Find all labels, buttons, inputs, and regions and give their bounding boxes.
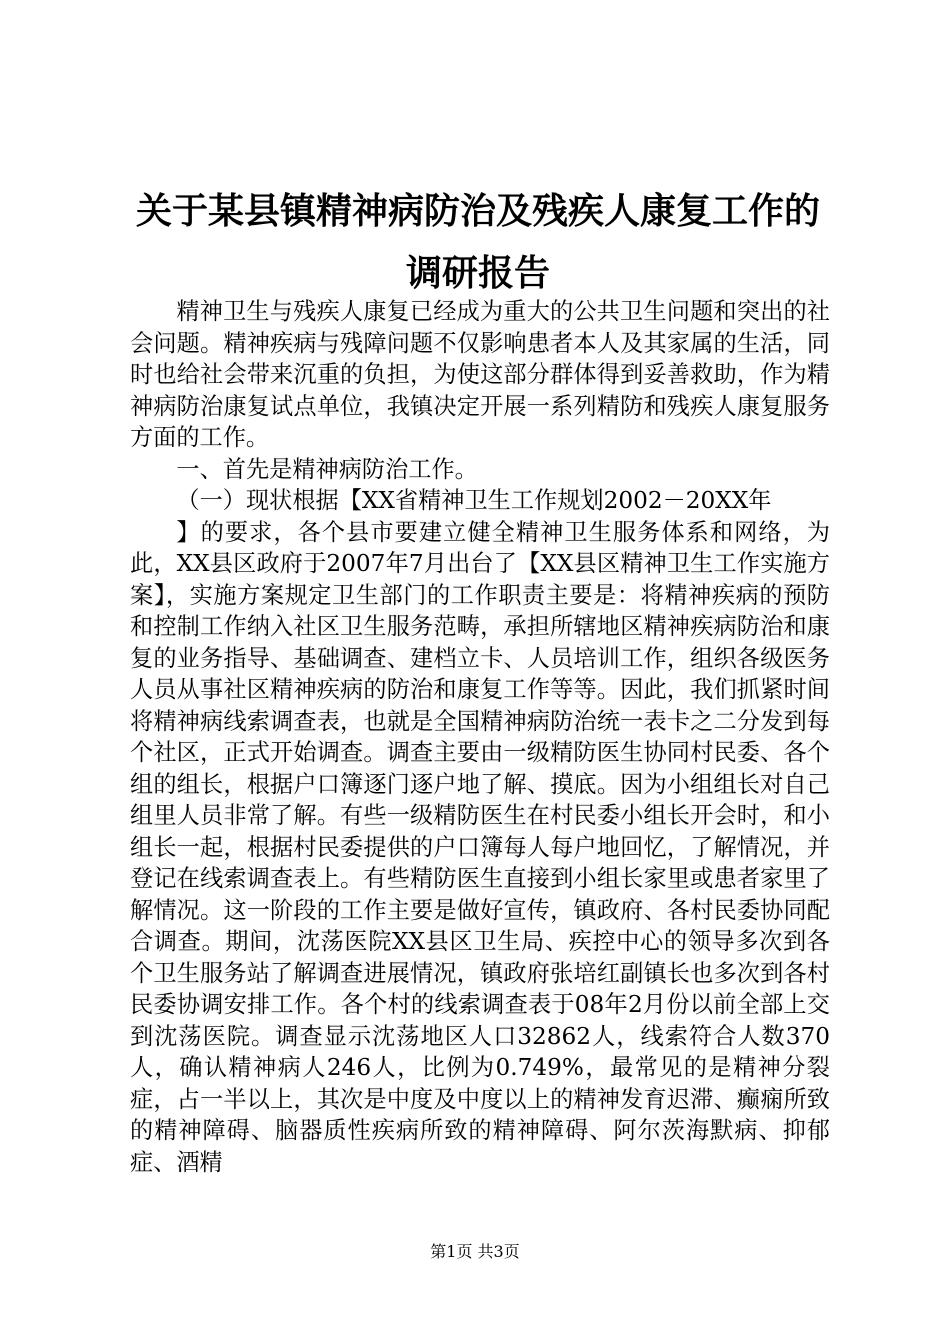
section-heading: 一、首先是精神病防治工作。 [176,455,478,483]
page-footer: 第1页 共3页 [430,1242,520,1261]
document-title: 关于某县镇精神病防治及残疾人康复工作的调研报告 [135,190,820,294]
subsection-heading: （一）现状根据【XX省精神卫生工作规划2002－20XX年 [176,487,772,514]
document-body [130,296,830,1178]
intro-paragraph: 精神卫生与残疾人康复已经成为重大的公共卫生问题和突出的社会问题。精神疾病与残障问题不仅影响患者本人及其家属的生活，同时也给社会带来沉重的负担，为使这部分群体得到妥善救助，作为精神病防治康复试点单位，我镇决定开展一系列精防和残疾人康复服务方面的工作。 [130,298,830,451]
body-paragraph: 】的要求，各个县市要建立健全精神卫生服务体系和网络，为此，XX县区政府于2007年7月出台了【XX县区精神卫生工作实施方案】，实施方案规定卫生部门的工作职责主要是：将精神疾病的预防和控制工作纳入社区卫生服务范畴，承担所辖地区精神疾病防治和康复的业务指导、基础调查、建档立卡、人员培训工作，组织各级医务人员从事社区精神疾病的防治和康复工作等等。因此，我们抓紧时间将精神病线索调查表，也就是全国精神病防治统一表卡之二分发到每个社区，正式开始调查。调查主要由一级精防医生协同村民委、各个组的组长，根据户口簿逐门逐户地了解、摸底。因为小组组长对自己组里人员非常了解。有些一级精防医生在村民委小组长开会时，和小组长一起，根据村民委提供的户口簿每人每户地回忆，了解情况，并登记在线索调查表上。有些精防医生直接到小组长家里或患者家里了解情况。这一阶段的工作主要是做好宣传，镇政府、各村民委协同配合调查。期间，沈荡医院XX县区卫生局、疾控中心的领导多次到各个卫生服务站了解调查进展情况，镇政府张培红副镇长也多次到各村民委协调安排工作。各个村的线索调查表于08年2月份以前全部上交到沈荡医院。调查显示沈荡地区人口32862人，线索符合人数370人，确认精神病人246人，比例为0.749%，最常见的是精神分裂症，占一半以上，其次是中度及中度以上的精神发育迟滞、癫痫所致的精神障碍、脑器质性疾病所致的精神障碍、阿尔茨海默病、抑郁症、酒精 [130,518,830,1176]
